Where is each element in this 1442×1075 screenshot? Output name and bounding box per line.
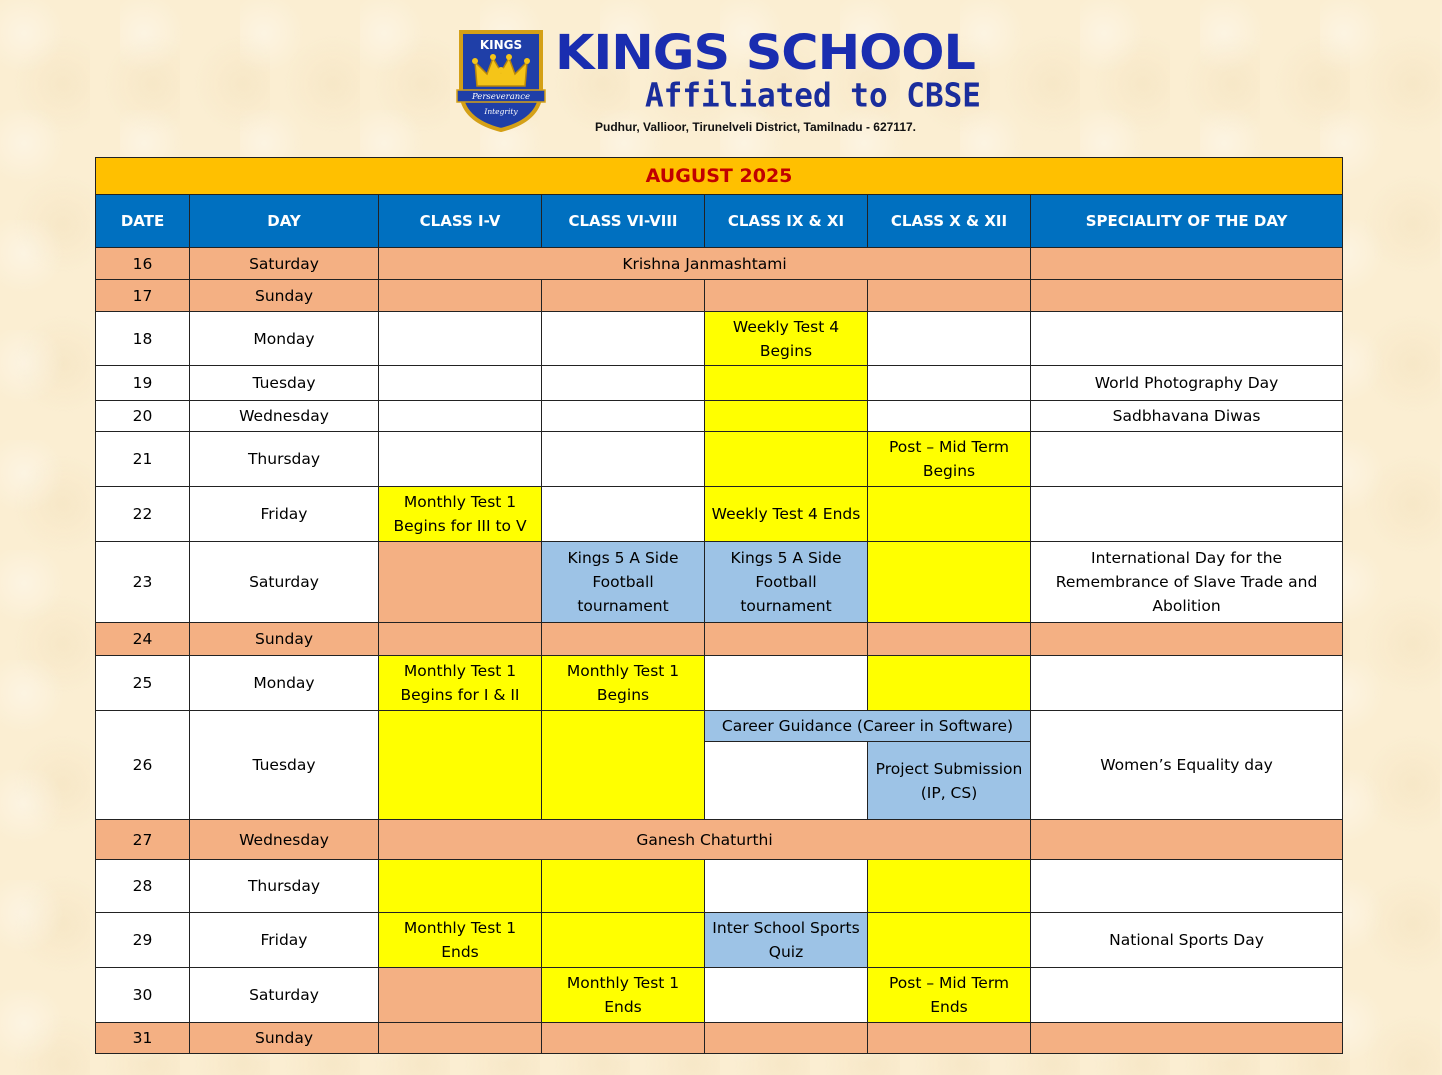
column-header-row	[96, 195, 1343, 248]
table-row	[96, 312, 1343, 366]
class-9-11-cell	[705, 656, 868, 711]
class-10-12-cell	[868, 656, 1031, 711]
class-9-11-cell	[705, 860, 868, 913]
table-row	[96, 542, 1343, 623]
speciality-cell	[1031, 487, 1343, 542]
class-9-11-cell: Weekly Test 4 Ends	[705, 487, 868, 542]
speciality-cell	[1031, 623, 1343, 656]
day-cell: Friday	[190, 487, 379, 542]
day-cell: Monday	[190, 312, 379, 366]
day-cell: Wednesday	[190, 401, 379, 432]
table-row	[96, 913, 1343, 968]
table-row	[96, 968, 1343, 1023]
date-cell: 31	[96, 1023, 190, 1054]
speciality-cell: Women’s Equality day	[1031, 711, 1343, 820]
table-row	[96, 820, 1343, 860]
class-9-11-cell: Kings 5 A Side Football tournament	[705, 542, 868, 623]
table-row	[96, 1023, 1343, 1054]
date-cell: 25	[96, 656, 190, 711]
class-1-5-cell	[379, 366, 542, 401]
class-6-8-cell	[542, 280, 705, 312]
date-cell: 24	[96, 623, 190, 656]
date-cell: 27	[96, 820, 190, 860]
class-6-8-cell	[542, 1023, 705, 1054]
day-cell: Friday	[190, 913, 379, 968]
day-cell: Tuesday	[190, 711, 379, 820]
table-row	[96, 248, 1343, 280]
class-10-12-cell	[868, 1023, 1031, 1054]
speciality-cell	[1031, 280, 1343, 312]
date-cell: 30	[96, 968, 190, 1023]
date-cell: 26	[96, 711, 190, 820]
class-6-8-cell	[542, 860, 705, 913]
speciality-cell	[1031, 432, 1343, 487]
table-row	[96, 860, 1343, 913]
speciality-cell	[1031, 820, 1343, 860]
class-6-8-cell: Monthly Test 1 Ends	[542, 968, 705, 1023]
class-10-12-cell: Post – Mid Term Ends	[868, 968, 1031, 1023]
class-9-11-cell: Inter School Sports Quiz	[705, 913, 868, 968]
table-row	[96, 487, 1343, 542]
class-6-8-cell: Kings 5 A Side Football tournament	[542, 542, 705, 623]
class-1-5-cell	[379, 432, 542, 487]
class-1-5-cell: Monthly Test 1 Begins for I & II	[379, 656, 542, 711]
date-cell: 16	[96, 248, 190, 280]
class-9-11-cell	[705, 432, 868, 487]
class-1-5-cell	[379, 401, 542, 432]
class-9-11-cell	[705, 623, 868, 656]
class-10-12-cell	[868, 401, 1031, 432]
day-cell: Monday	[190, 656, 379, 711]
col-header-day: DAY	[190, 195, 379, 248]
class-1-5-cell	[379, 623, 542, 656]
day-cell: Wednesday	[190, 820, 379, 860]
class-9-11-cell: Weekly Test 4 Begins	[705, 312, 868, 366]
speciality-cell: Sadbhavana Diwas	[1031, 401, 1343, 432]
class-9-11-cell	[705, 280, 868, 312]
speciality-cell: National Sports Day	[1031, 913, 1343, 968]
col-header-class-10-12: CLASS X & XII	[868, 195, 1031, 248]
class-10-12-cell	[868, 487, 1031, 542]
class-1-5-cell	[379, 860, 542, 913]
school-crest-logo	[455, 28, 547, 132]
class-1-5-cell: Monthly Test 1 Ends	[379, 913, 542, 968]
table-row	[96, 711, 1343, 742]
speciality-cell: International Day for the Remembrance of Slave Trade and Abolition	[1031, 542, 1343, 623]
class-10-12-cell	[868, 913, 1031, 968]
class-9-11-cell	[705, 968, 868, 1023]
class-6-8-cell: Monthly Test 1 Begins	[542, 656, 705, 711]
date-cell: 20	[96, 401, 190, 432]
speciality-cell	[1031, 312, 1343, 366]
table-row	[96, 401, 1343, 432]
class-10-12-cell	[868, 280, 1031, 312]
class-9-11-cell	[705, 742, 868, 820]
class-6-8-cell	[542, 432, 705, 487]
col-header-class-9-11: CLASS IX & XI	[705, 195, 868, 248]
class-6-8-cell	[542, 401, 705, 432]
class-10-12-cell	[868, 860, 1031, 913]
col-header-class-6-8: CLASS VI-VIII	[542, 195, 705, 248]
date-cell: 18	[96, 312, 190, 366]
speciality-cell	[1031, 1023, 1343, 1054]
table-row	[96, 366, 1343, 401]
day-cell: Saturday	[190, 248, 379, 280]
day-cell: Sunday	[190, 623, 379, 656]
col-header-class-1-5: CLASS I-V	[379, 195, 542, 248]
date-cell: 21	[96, 432, 190, 487]
class-1-5-cell	[379, 1023, 542, 1054]
day-cell: Sunday	[190, 1023, 379, 1054]
holiday-cell: Krishna Janmashtami	[379, 248, 1031, 280]
day-cell: Thursday	[190, 432, 379, 487]
career-guidance-cell: Career Guidance (Career in Software)	[705, 711, 1031, 742]
col-header-date: DATE	[96, 195, 190, 248]
class-1-5-cell	[379, 968, 542, 1023]
class-10-12-cell	[868, 623, 1031, 656]
class-1-5-cell	[379, 280, 542, 312]
month-title: AUGUST 2025	[96, 158, 1343, 195]
class-1-5-cell	[379, 542, 542, 623]
date-cell: 22	[96, 487, 190, 542]
school-name: KINGS SCHOOL	[555, 25, 975, 81]
class-10-12-cell	[868, 312, 1031, 366]
speciality-cell	[1031, 860, 1343, 913]
table-row	[96, 623, 1343, 656]
class-1-5-cell: Monthly Test 1 Begins for III to V	[379, 487, 542, 542]
logo-kings-text: KINGS	[479, 38, 523, 52]
day-cell: Tuesday	[190, 366, 379, 401]
speciality-cell	[1031, 968, 1343, 1023]
class-10-12-cell: Project Submission (IP, CS)	[868, 742, 1031, 820]
logo-motto-perseverance: Perseverance	[471, 92, 531, 102]
class-6-8-cell	[542, 711, 705, 820]
col-header-speciality: SPECIALITY OF THE DAY	[1031, 195, 1343, 248]
class-1-5-cell	[379, 711, 542, 820]
school-address: Pudhur, Vallioor, Tirunelveli District, Tamilnadu - 627117.	[595, 120, 916, 134]
day-cell: Thursday	[190, 860, 379, 913]
class-9-11-cell	[705, 1023, 868, 1054]
class-6-8-cell	[542, 913, 705, 968]
calendar-table	[95, 157, 1343, 1054]
holiday-cell: Ganesh Chaturthi	[379, 820, 1031, 860]
class-6-8-cell	[542, 487, 705, 542]
logo-motto-integrity: Integrity	[484, 107, 518, 116]
speciality-cell: World Photography Day	[1031, 366, 1343, 401]
affiliation: Affiliated to CBSE	[645, 77, 981, 115]
class-6-8-cell	[542, 366, 705, 401]
school-header	[455, 25, 995, 138]
class-6-8-cell	[542, 623, 705, 656]
day-cell: Sunday	[190, 280, 379, 312]
date-cell: 17	[96, 280, 190, 312]
table-row	[96, 280, 1343, 312]
class-9-11-cell	[705, 401, 868, 432]
class-10-12-cell	[868, 542, 1031, 623]
table-row	[96, 656, 1343, 711]
speciality-cell	[1031, 656, 1343, 711]
class-10-12-cell: Post – Mid Term Begins	[868, 432, 1031, 487]
date-cell: 28	[96, 860, 190, 913]
date-cell: 29	[96, 913, 190, 968]
class-9-11-cell	[705, 366, 868, 401]
date-cell: 23	[96, 542, 190, 623]
table-row	[96, 432, 1343, 487]
day-cell: Saturday	[190, 542, 379, 623]
day-cell: Saturday	[190, 968, 379, 1023]
class-10-12-cell	[868, 366, 1031, 401]
date-cell: 19	[96, 366, 190, 401]
class-1-5-cell	[379, 312, 542, 366]
class-6-8-cell	[542, 312, 705, 366]
speciality-cell	[1031, 248, 1343, 280]
